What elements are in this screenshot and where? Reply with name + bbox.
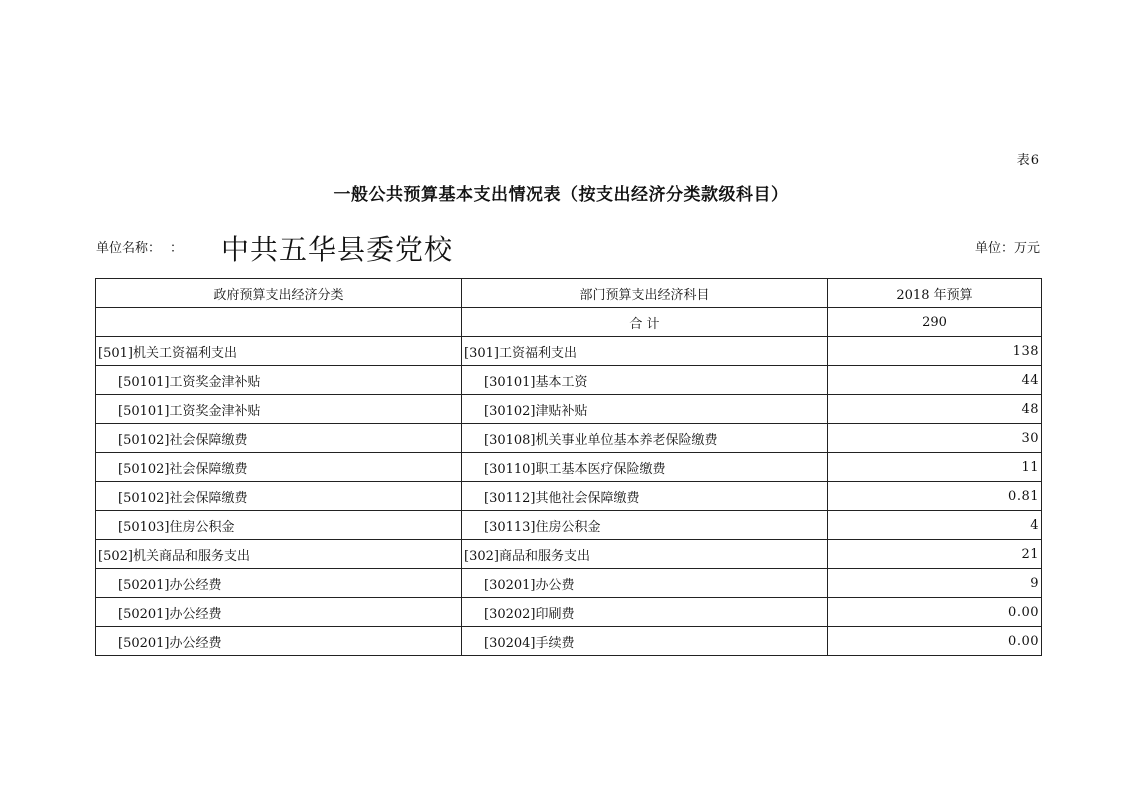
unit-name-value: 中共五华县委党校 [221,233,454,266]
header-gov-classification: 政府预算支出经济分类 [96,279,462,308]
document-title: 一般公共预算基本支出情况表（按支出经济分类款级科目） [333,185,789,205]
header-dept-classification: 部门预算支出经济科目 [462,279,828,308]
gov-classification-cell: [50201]办公经费 [96,627,462,656]
table-row [96,424,1042,453]
gov-classification-cell: [502]机关商品和服务支出 [96,540,462,569]
table-number: 表6 [1016,153,1040,168]
dept-classification-cell: [302]商品和服务支出 [462,540,828,569]
gov-classification-cell: [50102]社会保障缴费 [96,453,462,482]
dept-classification-cell: [30202]印刷费 [462,598,828,627]
table-row [96,395,1042,424]
table-row [96,453,1042,482]
budget-amount-cell: 44 [828,366,1042,395]
header-budget-2018: 2018 年预算 [828,279,1042,308]
table-row [96,598,1042,627]
table-row [96,511,1042,540]
table-row [96,627,1042,656]
total-empty-cell [96,308,462,337]
gov-classification-cell: [50102]社会保障缴费 [96,482,462,511]
budget-amount-cell: 21 [828,540,1042,569]
total-row [96,308,1042,337]
dept-classification-cell: [30102]津贴补贴 [462,395,828,424]
table-row [96,569,1042,598]
dept-classification-cell: [30101]基本工资 [462,366,828,395]
budget-table [95,278,1042,656]
budget-amount-cell: 48 [828,395,1042,424]
table-row [96,540,1042,569]
dept-classification-cell: [30201]办公费 [462,569,828,598]
dept-classification-cell: [301]工资福利支出 [462,337,828,366]
gov-classification-cell: [50201]办公经费 [96,569,462,598]
table-header-row [96,279,1042,308]
budget-amount-cell: 0.00 [828,598,1042,627]
budget-amount-cell: 11 [828,453,1042,482]
budget-amount-cell: 30 [828,424,1042,453]
dept-classification-cell: [30108]机关事业单位基本养老保险缴费 [462,424,828,453]
unit-name-separator: ： [170,241,184,256]
gov-classification-cell: [50101]工资奖金津补贴 [96,366,462,395]
gov-classification-cell: [501]机关工资福利支出 [96,337,462,366]
gov-classification-cell: [50103]住房公积金 [96,511,462,540]
dept-classification-cell: [30110]职工基本医疗保险缴费 [462,453,828,482]
table-row [96,366,1042,395]
budget-amount-cell: 0.81 [828,482,1042,511]
dept-classification-cell: [30112]其他社会保障缴费 [462,482,828,511]
table-row [96,337,1042,366]
dept-classification-cell: [30204]手续费 [462,627,828,656]
unit-name-label: 单位名称： [96,241,162,256]
budget-amount-cell: 138 [828,337,1042,366]
budget-amount-cell: 0.00 [828,627,1042,656]
currency-unit: 单位：万元 [974,241,1040,256]
total-value: 290 [828,308,1042,337]
gov-classification-cell: [50201]办公经费 [96,598,462,627]
gov-classification-cell: [50102]社会保障缴费 [96,424,462,453]
table-row [96,482,1042,511]
budget-amount-cell: 9 [828,569,1042,598]
budget-amount-cell: 4 [828,511,1042,540]
dept-classification-cell: [30113]住房公积金 [462,511,828,540]
gov-classification-cell: [50101]工资奖金津补贴 [96,395,462,424]
total-label: 合 计 [462,308,828,337]
